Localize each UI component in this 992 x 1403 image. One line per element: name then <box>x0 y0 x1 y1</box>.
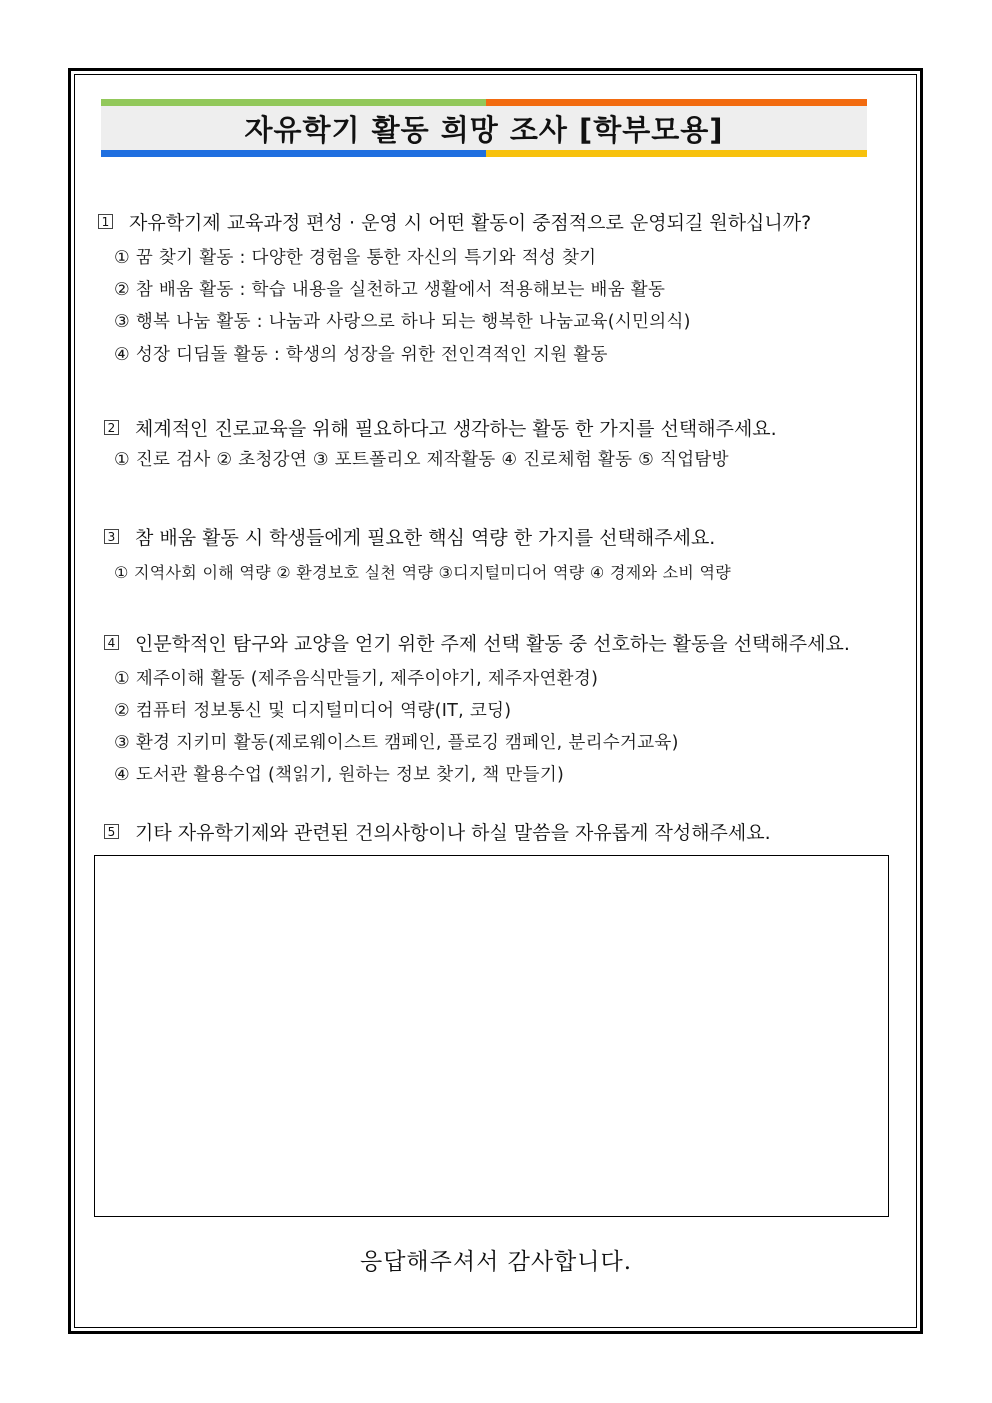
banner-bar-orange <box>486 99 867 106</box>
question-text: 체계적인 진로교육을 위해 필요하다고 생각하는 활동 한 가지를 선택해주세요. <box>135 418 777 440</box>
question-3 <box>104 523 715 550</box>
question-text: 참 배움 활동 시 학생들에게 필요한 핵심 역량 한 가지를 선택해주세요. <box>135 527 716 549</box>
option[interactable]: ④ 성장 디딤돌 활동 : 학생의 성장을 위한 전인격적인 지원 활동 <box>114 345 608 365</box>
option[interactable]: ① 지역사회 이해 역량 ② 환경보호 실천 역량 ③디지털미디어 역량 ④ 경제와 소비 역량 <box>114 563 732 582</box>
option[interactable]: ② 참 배움 활동 : 학습 내용을 실천하고 생활에서 적용해보는 배움 활동 <box>114 280 666 300</box>
question-1 <box>98 208 811 235</box>
free-response-box[interactable] <box>94 855 889 1217</box>
option[interactable]: ① 진로 검사 ② 초청강연 ③ 포트폴리오 제작활동 ④ 진로체험 활동 ⑤ 직업탐방 <box>114 450 729 470</box>
option[interactable]: ① 꿈 찾기 활동 : 다양한 경험을 통한 자신의 특기와 적성 찾기 <box>114 248 597 268</box>
banner-bar-yellow <box>486 150 867 157</box>
question-number-box: 2 <box>104 420 119 435</box>
question-2 <box>104 414 777 441</box>
option[interactable]: ③ 행복 나눔 활동 : 나눔과 사랑으로 하나 되는 행복한 나눔교육(시민의식) <box>114 312 691 332</box>
question-number-box: 3 <box>104 529 119 544</box>
option[interactable]: ① 제주이해 활동 (제주음식만들기, 제주이야기, 제주자연환경) <box>114 669 599 689</box>
question-text: 인문학적인 탐구와 교양을 얻기 위한 주제 선택 활동 중 선호하는 활동을 선택해주세요. <box>135 633 850 655</box>
closing-message: 응답해주셔서 감사합니다. <box>359 1249 633 1275</box>
banner-bar-blue <box>101 150 486 157</box>
question-text: 자유학기제 교육과정 편성 · 운영 시 어떤 활동이 중점적으로 운영되길 원하십니까? <box>129 212 812 234</box>
question-4 <box>104 629 850 656</box>
option[interactable]: ② 컴퓨터 정보통신 및 디지털미디어 역량(IT, 코딩) <box>114 701 512 721</box>
question-number-box: 1 <box>98 214 113 229</box>
question-5 <box>104 818 771 845</box>
banner-bar-green <box>101 99 486 106</box>
option[interactable]: ④ 도서관 활용수업 (책읽기, 원하는 정보 찾기, 책 만들기) <box>114 765 565 785</box>
question-number-box: 4 <box>104 635 119 650</box>
question-text: 기타 자유학기제와 관련된 건의사항이나 하실 말씀을 자유롭게 작성해주세요. <box>135 822 771 844</box>
title-banner <box>101 99 867 158</box>
page-title: 자유학기 활동 희망 조사 [학부모용] <box>101 106 867 150</box>
question-number-box: 5 <box>104 824 119 839</box>
option[interactable]: ③ 환경 지키미 활동(제로웨이스트 캠페인, 플로깅 캠페인, 분리수거교육) <box>114 733 679 753</box>
